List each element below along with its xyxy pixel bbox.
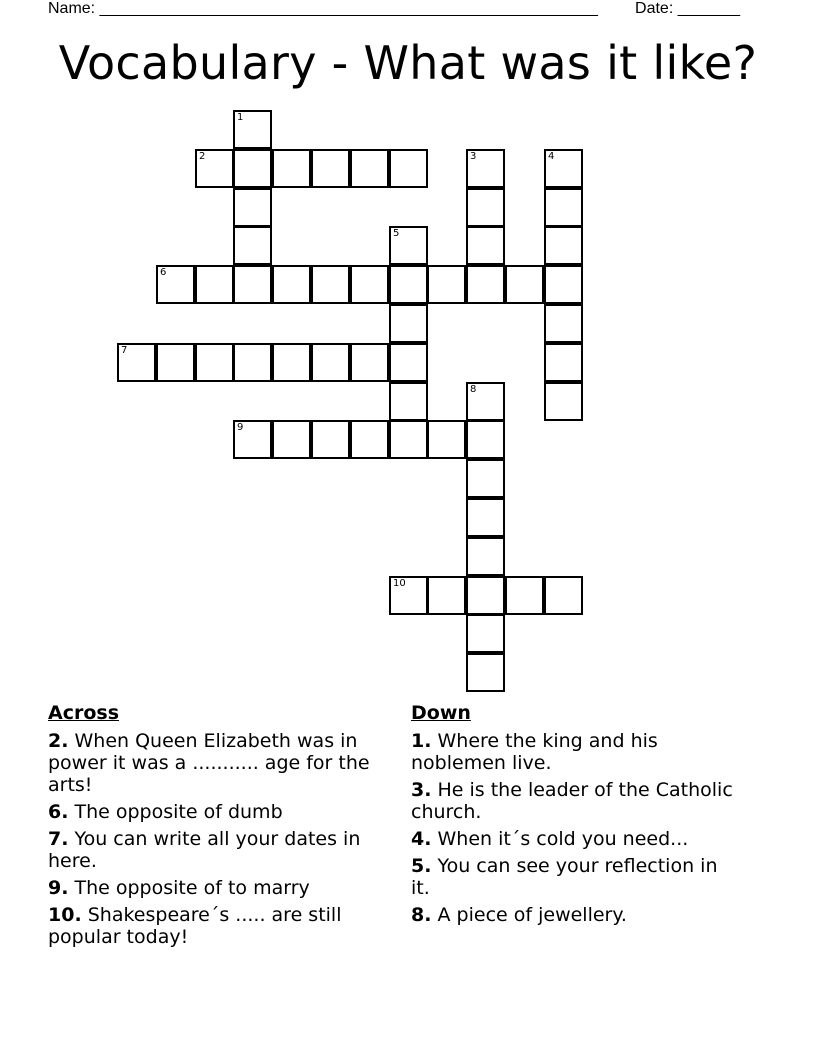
grid-cell[interactable] [544, 343, 583, 382]
grid-cell[interactable] [544, 382, 583, 421]
clue-down-3 [411, 779, 741, 823]
clue-number: 2. [48, 730, 69, 752]
clue-number: 5. [411, 855, 432, 877]
grid-cell[interactable] [272, 149, 311, 188]
clue-text: When Queen Elizabeth was in power it was a ........... age for the arts! [48, 730, 370, 796]
clue-text: The opposite of dumb [74, 801, 283, 823]
grid-cell[interactable] [544, 265, 583, 304]
grid-cell[interactable] [389, 265, 428, 304]
grid-cell[interactable] [427, 576, 466, 615]
grid-cell[interactable] [350, 420, 389, 459]
cell-number: 8 [470, 384, 477, 395]
grid-cell[interactable] [466, 614, 505, 653]
clue-number: 4. [411, 828, 432, 850]
cell-number: 3 [470, 151, 477, 162]
clue-number: 10. [48, 904, 82, 926]
grid-cell[interactable] [466, 382, 505, 421]
across-clues [48, 702, 393, 953]
grid-cell[interactable] [311, 343, 350, 382]
down-clues [411, 702, 741, 931]
grid-cell[interactable] [466, 149, 505, 188]
grid-cell[interactable] [466, 265, 505, 304]
name-field-label[interactable]: Name: ________________________________________________________ [48, 0, 598, 17]
grid-cell[interactable] [505, 576, 544, 615]
grid-cell[interactable] [505, 265, 544, 304]
clue-across-6 [48, 801, 393, 823]
grid-cell[interactable] [427, 420, 466, 459]
cell-number: 5 [393, 228, 400, 239]
grid-cell[interactable] [233, 343, 272, 382]
grid-cell[interactable] [156, 265, 195, 304]
grid-cell[interactable] [117, 343, 156, 382]
grid-cell[interactable] [195, 265, 234, 304]
grid-cell[interactable] [233, 110, 272, 149]
grid-cell[interactable] [195, 149, 234, 188]
clue-number: 9. [48, 877, 69, 899]
clue-down-5 [411, 855, 741, 899]
grid-cell[interactable] [156, 343, 195, 382]
grid-cell[interactable] [466, 653, 505, 692]
clue-text: You can see your reflection in it. [411, 855, 718, 899]
clue-down-1 [411, 730, 741, 774]
clue-text: He is the leader of the Catholic church. [411, 779, 733, 823]
grid-cell[interactable] [272, 265, 311, 304]
clue-text: The opposite of to marry [74, 877, 310, 899]
header [48, 0, 740, 20]
grid-cell[interactable] [233, 265, 272, 304]
grid-cell[interactable] [466, 576, 505, 615]
grid-cell[interactable] [233, 188, 272, 227]
down-heading: Down [411, 702, 471, 724]
clue-across-2 [48, 730, 393, 796]
grid-cell[interactable] [195, 343, 234, 382]
clue-across-7 [48, 828, 393, 872]
grid-cell[interactable] [389, 343, 428, 382]
cell-number: 1 [237, 112, 244, 123]
grid-cell[interactable] [389, 149, 428, 188]
clue-number: 1. [411, 730, 432, 752]
grid-cell[interactable] [544, 226, 583, 265]
grid-cell[interactable] [389, 576, 428, 615]
grid-cell[interactable] [466, 459, 505, 498]
grid-cell[interactable] [350, 149, 389, 188]
grid-cell[interactable] [466, 420, 505, 459]
grid-cell[interactable] [389, 420, 428, 459]
grid-cell[interactable] [544, 149, 583, 188]
grid-cell[interactable] [311, 265, 350, 304]
grid-cell[interactable] [389, 226, 428, 265]
clue-number: 7. [48, 828, 69, 850]
clue-text: When it´s cold you need... [437, 828, 689, 850]
cell-number: 10 [393, 578, 406, 589]
clue-text: Shakespeare´s ..... are still popular today! [48, 904, 342, 948]
cell-number: 2 [199, 151, 206, 162]
clue-number: 6. [48, 801, 69, 823]
across-heading: Across [48, 702, 120, 724]
clue-text: Where the king and his noblemen live. [411, 730, 658, 774]
grid-cell[interactable] [389, 304, 428, 343]
grid-cell[interactable] [311, 420, 350, 459]
grid-cell[interactable] [233, 226, 272, 265]
clue-down-8 [411, 904, 741, 926]
grid-cell[interactable] [466, 188, 505, 227]
clue-number: 8. [411, 904, 432, 926]
clue-text: A piece of jewellery. [437, 904, 627, 926]
grid-cell[interactable] [427, 265, 466, 304]
cell-number: 9 [237, 422, 244, 433]
clue-across-9 [48, 877, 393, 899]
grid-cell[interactable] [466, 498, 505, 537]
grid-cell[interactable] [311, 149, 350, 188]
clue-down-4 [411, 828, 741, 850]
date-field-label[interactable]: Date: _______ [635, 0, 740, 17]
clue-across-10 [48, 904, 393, 948]
grid-cell[interactable] [272, 343, 311, 382]
grid-cell[interactable] [544, 304, 583, 343]
grid-cell[interactable] [350, 343, 389, 382]
grid-cell[interactable] [272, 420, 311, 459]
grid-cell[interactable] [389, 382, 428, 421]
grid-cell[interactable] [233, 420, 272, 459]
page-title: Vocabulary - What was it like? [58, 36, 758, 90]
grid-cell[interactable] [544, 576, 583, 615]
cell-number: 4 [548, 151, 555, 162]
grid-cell[interactable] [466, 226, 505, 265]
grid-cell[interactable] [350, 265, 389, 304]
clue-number: 3. [411, 779, 432, 801]
cell-number: 7 [121, 345, 128, 356]
grid-cell[interactable] [466, 537, 505, 576]
clue-text: You can write all your dates in here. [48, 828, 361, 872]
grid-cell[interactable] [544, 188, 583, 227]
grid-cell[interactable] [233, 149, 272, 188]
cell-number: 6 [160, 267, 167, 278]
